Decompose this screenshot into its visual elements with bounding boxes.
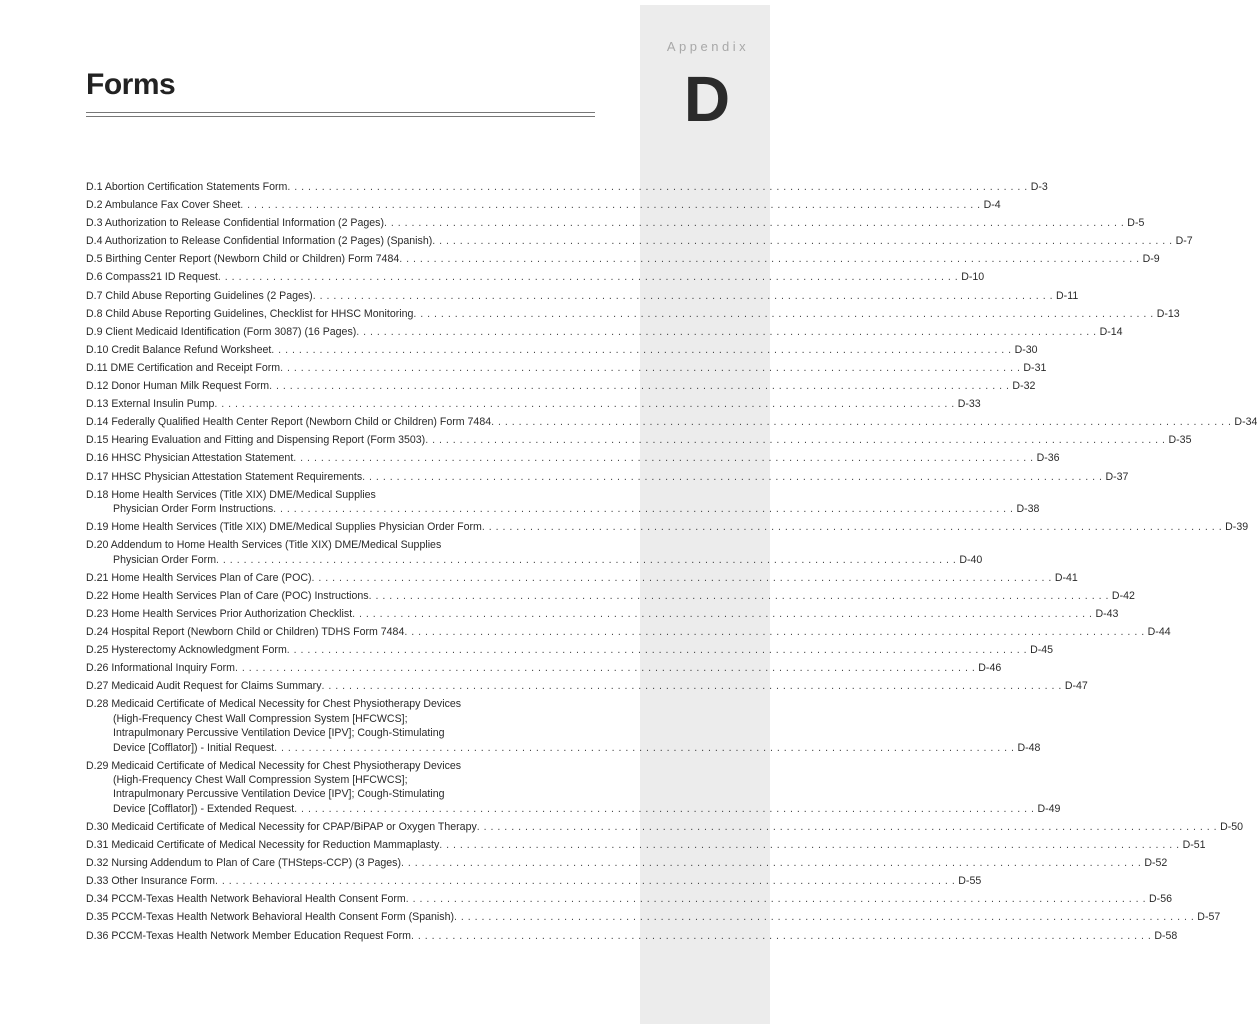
toc-entry[interactable] xyxy=(86,625,1171,639)
toc-page-number: D-13 xyxy=(1156,307,1180,320)
dot-leader xyxy=(439,838,1179,852)
toc-page-number: D-49 xyxy=(1037,802,1061,815)
toc-entry[interactable] xyxy=(86,538,983,567)
toc-entry-title: D.30 Medicaid Certificate of Medical Necessity for CPAP/BiPAP or Oxygen Therapy xyxy=(86,820,477,833)
toc-entry[interactable] xyxy=(86,643,1054,657)
toc-page-number: D-36 xyxy=(1036,452,1060,465)
toc-entry-title: D.10 Credit Balance Refund Worksheet xyxy=(86,343,272,356)
toc-entry-title: D.24 Hospital Report (Newborn Child or Children) TDHS Form 7484 xyxy=(86,625,405,638)
toc-entry[interactable] xyxy=(86,361,1047,375)
toc-entry-title: D.21 Home Health Services Plan of Care (POC) xyxy=(86,571,312,584)
dot-leader xyxy=(240,198,980,212)
toc-entry-title: Physician Order Form Instructions xyxy=(113,503,274,515)
dot-leader xyxy=(406,892,1146,906)
toc-entry-title: D.12 Donor Human Milk Request Form xyxy=(86,380,270,393)
toc-entry[interactable] xyxy=(86,820,1244,834)
toc-entry-title: D.34 PCCM-Texas Health Network Behavioral Health Consent Form xyxy=(86,893,406,906)
toc-entry-title: D.5 Birthing Center Report (Newborn Child or Children) Form 7484 xyxy=(86,253,400,266)
dot-leader xyxy=(413,307,1153,321)
dot-leader xyxy=(477,820,1217,834)
toc-entry-line: D.20 Addendum to Home Health Services (Title XIX) DME/Medical Supplies xyxy=(86,539,442,552)
toc-entry-title: D.1 Abortion Certification Statements Form xyxy=(86,181,288,193)
toc-page-number: D-4 xyxy=(983,199,1001,212)
table-of-contents xyxy=(86,180,1257,947)
toc-page-number: D-3 xyxy=(1030,181,1048,193)
dot-leader xyxy=(399,252,1139,266)
toc-page-number: D-34 xyxy=(1234,416,1257,429)
toc-entry-title: Physician Order Form xyxy=(113,553,217,566)
dot-leader xyxy=(287,180,1027,194)
dot-leader xyxy=(384,216,1124,230)
toc-entry[interactable] xyxy=(86,270,985,284)
toc-entry-title: D.22 Home Health Services Plan of Care (POC) Instructions xyxy=(86,589,369,602)
toc-page-number: D-37 xyxy=(1105,470,1129,483)
toc-entry-title: D.2 Ambulance Fax Cover Sheet xyxy=(86,199,241,212)
toc-page-number: D-33 xyxy=(957,398,981,411)
toc-page-number: D-39 xyxy=(1225,521,1249,534)
toc-entry[interactable] xyxy=(86,180,1048,194)
toc-page-number: D-9 xyxy=(1142,253,1160,266)
toc-entry[interactable] xyxy=(86,433,1192,447)
dot-leader xyxy=(214,397,954,411)
dot-leader xyxy=(352,607,1092,621)
dot-leader xyxy=(491,415,1231,429)
toc-entry[interactable] xyxy=(86,589,1135,603)
toc-entry-title: D.6 Compass21 ID Request xyxy=(86,271,218,284)
dot-leader xyxy=(293,451,1033,465)
toc-entry[interactable] xyxy=(86,571,1078,585)
toc-entry-title: D.26 Informational Inquiry Form xyxy=(86,662,235,675)
title-rule xyxy=(86,112,595,117)
toc-entry[interactable] xyxy=(86,234,1193,248)
dot-leader xyxy=(362,470,1102,484)
toc-page-number: D-35 xyxy=(1168,434,1192,447)
dot-leader xyxy=(287,643,1027,657)
toc-page-number: D-43 xyxy=(1095,607,1119,620)
toc-page-number: D-42 xyxy=(1111,589,1135,602)
dot-leader xyxy=(312,571,1052,585)
toc-entry-title: D.4 Authorization to Release Confidential Information (2 Pages) (Spanish) xyxy=(86,235,433,248)
dot-leader xyxy=(215,874,955,888)
toc-entry[interactable] xyxy=(86,892,1172,906)
dot-leader xyxy=(294,802,1034,816)
toc-page-number: D-58 xyxy=(1154,929,1178,942)
toc-entry-line: D.28 Medicaid Certificate of Medical Necessity for Chest Physiotherapy Devices xyxy=(86,698,462,711)
toc-page-number: D-30 xyxy=(1014,343,1038,356)
toc-entry[interactable] xyxy=(86,697,1041,755)
dot-leader xyxy=(411,929,1151,943)
toc-page-number: D-32 xyxy=(1012,380,1036,393)
toc-entry[interactable] xyxy=(86,910,1221,924)
dot-leader xyxy=(356,325,1096,339)
toc-entry-title: Device [Cofflator]) - Extended Request xyxy=(113,802,295,815)
dot-leader xyxy=(425,433,1165,447)
toc-page-number: D-41 xyxy=(1054,571,1078,584)
appendix-label: Appendix xyxy=(666,39,750,54)
dot-leader xyxy=(482,520,1222,534)
toc-entry[interactable] xyxy=(86,397,981,411)
toc-page-number: D-48 xyxy=(1017,741,1041,754)
toc-entry-title: D.33 Other Insurance Form xyxy=(86,875,215,888)
toc-entry[interactable] xyxy=(86,325,1123,339)
toc-page-number: D-57 xyxy=(1197,911,1221,924)
toc-page-number: D-56 xyxy=(1149,893,1172,906)
toc-entry-line: D.29 Medicaid Certificate of Medical Necessity for Chest Physiotherapy Devices xyxy=(86,759,462,772)
toc-page-number: D-40 xyxy=(959,553,983,566)
toc-entry-title: D.11 DME Certification and Receipt Form xyxy=(86,361,281,374)
toc-entry-title: D.31 Medicaid Certificate of Medical Necessity for Reduction Mammaplasty xyxy=(86,839,440,852)
toc-entry[interactable] xyxy=(86,415,1257,429)
toc-entry[interactable] xyxy=(86,520,1249,534)
toc-entry[interactable] xyxy=(86,661,1002,675)
dot-leader xyxy=(454,910,1194,924)
toc-page-number: D-47 xyxy=(1064,680,1088,693)
toc-entry-line: Intrapulmonary Percussive Ventilation Device [IPV]; Cough-Stimulating xyxy=(113,788,445,801)
toc-entry-title: D.3 Authorization to Release Confidential Information (2 Pages) xyxy=(86,217,384,230)
toc-entry-title: D.7 Child Abuse Reporting Guidelines (2 Pages) xyxy=(86,289,313,302)
dot-leader xyxy=(322,679,1062,693)
dot-leader xyxy=(313,289,1053,303)
dot-leader xyxy=(401,856,1141,870)
toc-entry-title: D.9 Client Medicaid Identification (Form 3087) (16 Pages) xyxy=(86,325,357,338)
dot-leader xyxy=(273,502,1013,516)
dot-leader xyxy=(235,661,975,675)
toc-entry-title: D.8 Child Abuse Reporting Guidelines, Checklist for HHSC Monitoring xyxy=(86,307,414,320)
toc-page-number: D-55 xyxy=(958,875,982,888)
toc-entry[interactable] xyxy=(86,451,1060,465)
toc-entry-title: D.23 Home Health Services Prior Authorization Checklist xyxy=(86,607,353,620)
toc-entry[interactable] xyxy=(86,488,1040,517)
toc-page-number: D-44 xyxy=(1147,625,1171,638)
toc-page-number: D-5 xyxy=(1127,217,1145,230)
dot-leader xyxy=(404,625,1144,639)
toc-entry[interactable] xyxy=(86,252,1160,266)
toc-entry[interactable] xyxy=(86,759,1061,817)
toc-entry-line: Intrapulmonary Percussive Ventilation Device [IPV]; Cough-Stimulating xyxy=(113,727,445,740)
dot-leader xyxy=(369,589,1109,603)
toc-entry-title: D.32 Nursing Addendum to Plan of Care (THSteps-CCP) (3 Pages) xyxy=(86,857,402,870)
toc-entry-line: (High-Frequency Chest Wall Compression System [HFCWCS]; xyxy=(113,712,408,725)
toc-entry-title: D.27 Medicaid Audit Request for Claims Summary xyxy=(86,680,322,693)
toc-entry[interactable] xyxy=(86,198,1001,212)
toc-entry[interactable] xyxy=(86,307,1180,321)
dot-leader xyxy=(280,361,1020,375)
toc-page-number: D-38 xyxy=(1016,503,1040,515)
toc-page-number: D-14 xyxy=(1099,325,1123,338)
appendix-letter: D xyxy=(683,63,731,135)
toc-page-number: D-45 xyxy=(1030,644,1054,657)
dot-leader xyxy=(271,343,1011,357)
page-title: Forms xyxy=(86,68,176,101)
toc-page-number: D-7 xyxy=(1175,235,1193,248)
toc-entry[interactable] xyxy=(86,379,1036,393)
toc-entry[interactable] xyxy=(86,216,1145,230)
dot-leader xyxy=(269,379,1009,393)
toc-entry[interactable] xyxy=(86,607,1119,621)
toc-entry-title: Device [Cofflator]) - Initial Request xyxy=(113,741,275,754)
toc-entry[interactable] xyxy=(86,679,1088,693)
toc-entry-title: D.19 Home Health Services (Title XIX) DME/Medical Supplies Physician Order Form xyxy=(86,521,482,534)
toc-page-number: D-10 xyxy=(961,271,985,284)
toc-page-number: D-52 xyxy=(1144,857,1168,870)
toc-entry-line: D.18 Home Health Services (Title XIX) DME/Medical Supplies xyxy=(86,488,376,501)
toc-entry-title: D.16 HHSC Physician Attestation Statement xyxy=(86,452,294,465)
toc-entry-line: (High-Frequency Chest Wall Compression System [HFCWCS]; xyxy=(113,774,408,787)
toc-entry-title: D.25 Hysterectomy Acknowledgment Form xyxy=(86,644,287,657)
toc-entry-title: D.35 PCCM-Texas Health Network Behavioral Health Consent Form (Spanish) xyxy=(86,911,454,924)
toc-page-number: D-46 xyxy=(978,662,1002,675)
toc-page-number: D-50 xyxy=(1220,820,1244,833)
toc-entry[interactable] xyxy=(86,929,1178,943)
toc-entry[interactable] xyxy=(86,470,1129,484)
toc-page-number: D-51 xyxy=(1182,839,1206,852)
toc-entry[interactable] xyxy=(86,874,982,888)
toc-entry[interactable] xyxy=(86,343,1038,357)
toc-entry-title: D.14 Federally Qualified Health Center Report (Newborn Child or Children) Form 7484 xyxy=(86,416,492,429)
dot-leader xyxy=(216,553,956,567)
toc-entry[interactable] xyxy=(86,856,1168,870)
toc-page-number: D-11 xyxy=(1056,289,1079,302)
dot-leader xyxy=(274,741,1014,755)
toc-entry-title: D.36 PCCM-Texas Health Network Member Education Request Form xyxy=(86,929,411,942)
toc-entry[interactable] xyxy=(86,838,1206,852)
toc-entry-title: D.17 HHSC Physician Attestation Statement Requirements xyxy=(86,470,363,483)
toc-page-number: D-31 xyxy=(1023,361,1047,374)
toc-entry-title: D.15 Hearing Evaluation and Fitting and Dispensing Report (Form 3503) xyxy=(86,434,426,447)
dot-leader xyxy=(432,234,1172,248)
toc-entry-title: D.13 External Insulin Pump xyxy=(86,398,215,411)
toc-entry[interactable] xyxy=(86,289,1079,303)
dot-leader xyxy=(218,270,958,284)
